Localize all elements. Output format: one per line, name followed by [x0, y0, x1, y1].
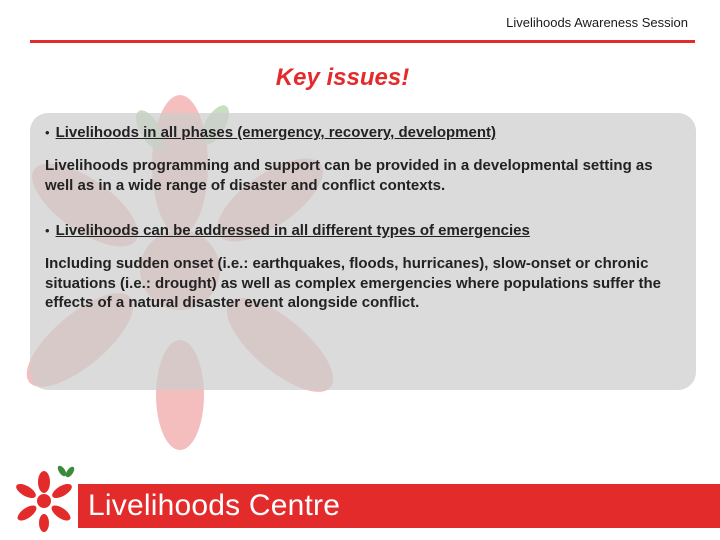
header-title: Livelihoods Awareness Session	[506, 15, 688, 30]
bullet-marker: •	[45, 125, 50, 140]
header-divider	[30, 40, 695, 43]
livelihoods-flower-logo-icon	[10, 465, 88, 535]
bullet-item	[45, 123, 680, 142]
bullet-heading: Livelihoods in all phases (emergency, recovery, development)	[55, 124, 496, 141]
bullet-heading: Livelihoods can be addressed in all different types of emergencies	[55, 222, 530, 239]
slide-title: Key issues!	[275, 64, 410, 91]
bullet-marker: •	[45, 223, 50, 238]
content-panel	[30, 113, 696, 390]
bullet-item	[45, 221, 680, 240]
bullet-paragraph: Including sudden onset (i.e.: earthquakes, floods, hurricanes), slow-onset or chronic situations (i.e.: drought) as well as complex emergencies where populations suffer the effects of a natural disaster event alongside conflict.	[45, 255, 661, 311]
footer-brand-name: Livelihoods Centre	[88, 489, 341, 522]
bullet-paragraph: Livelihoods programming and support can be provided in a developmental setting as well as in a wide range of disaster and conflict contexts.	[45, 157, 653, 194]
